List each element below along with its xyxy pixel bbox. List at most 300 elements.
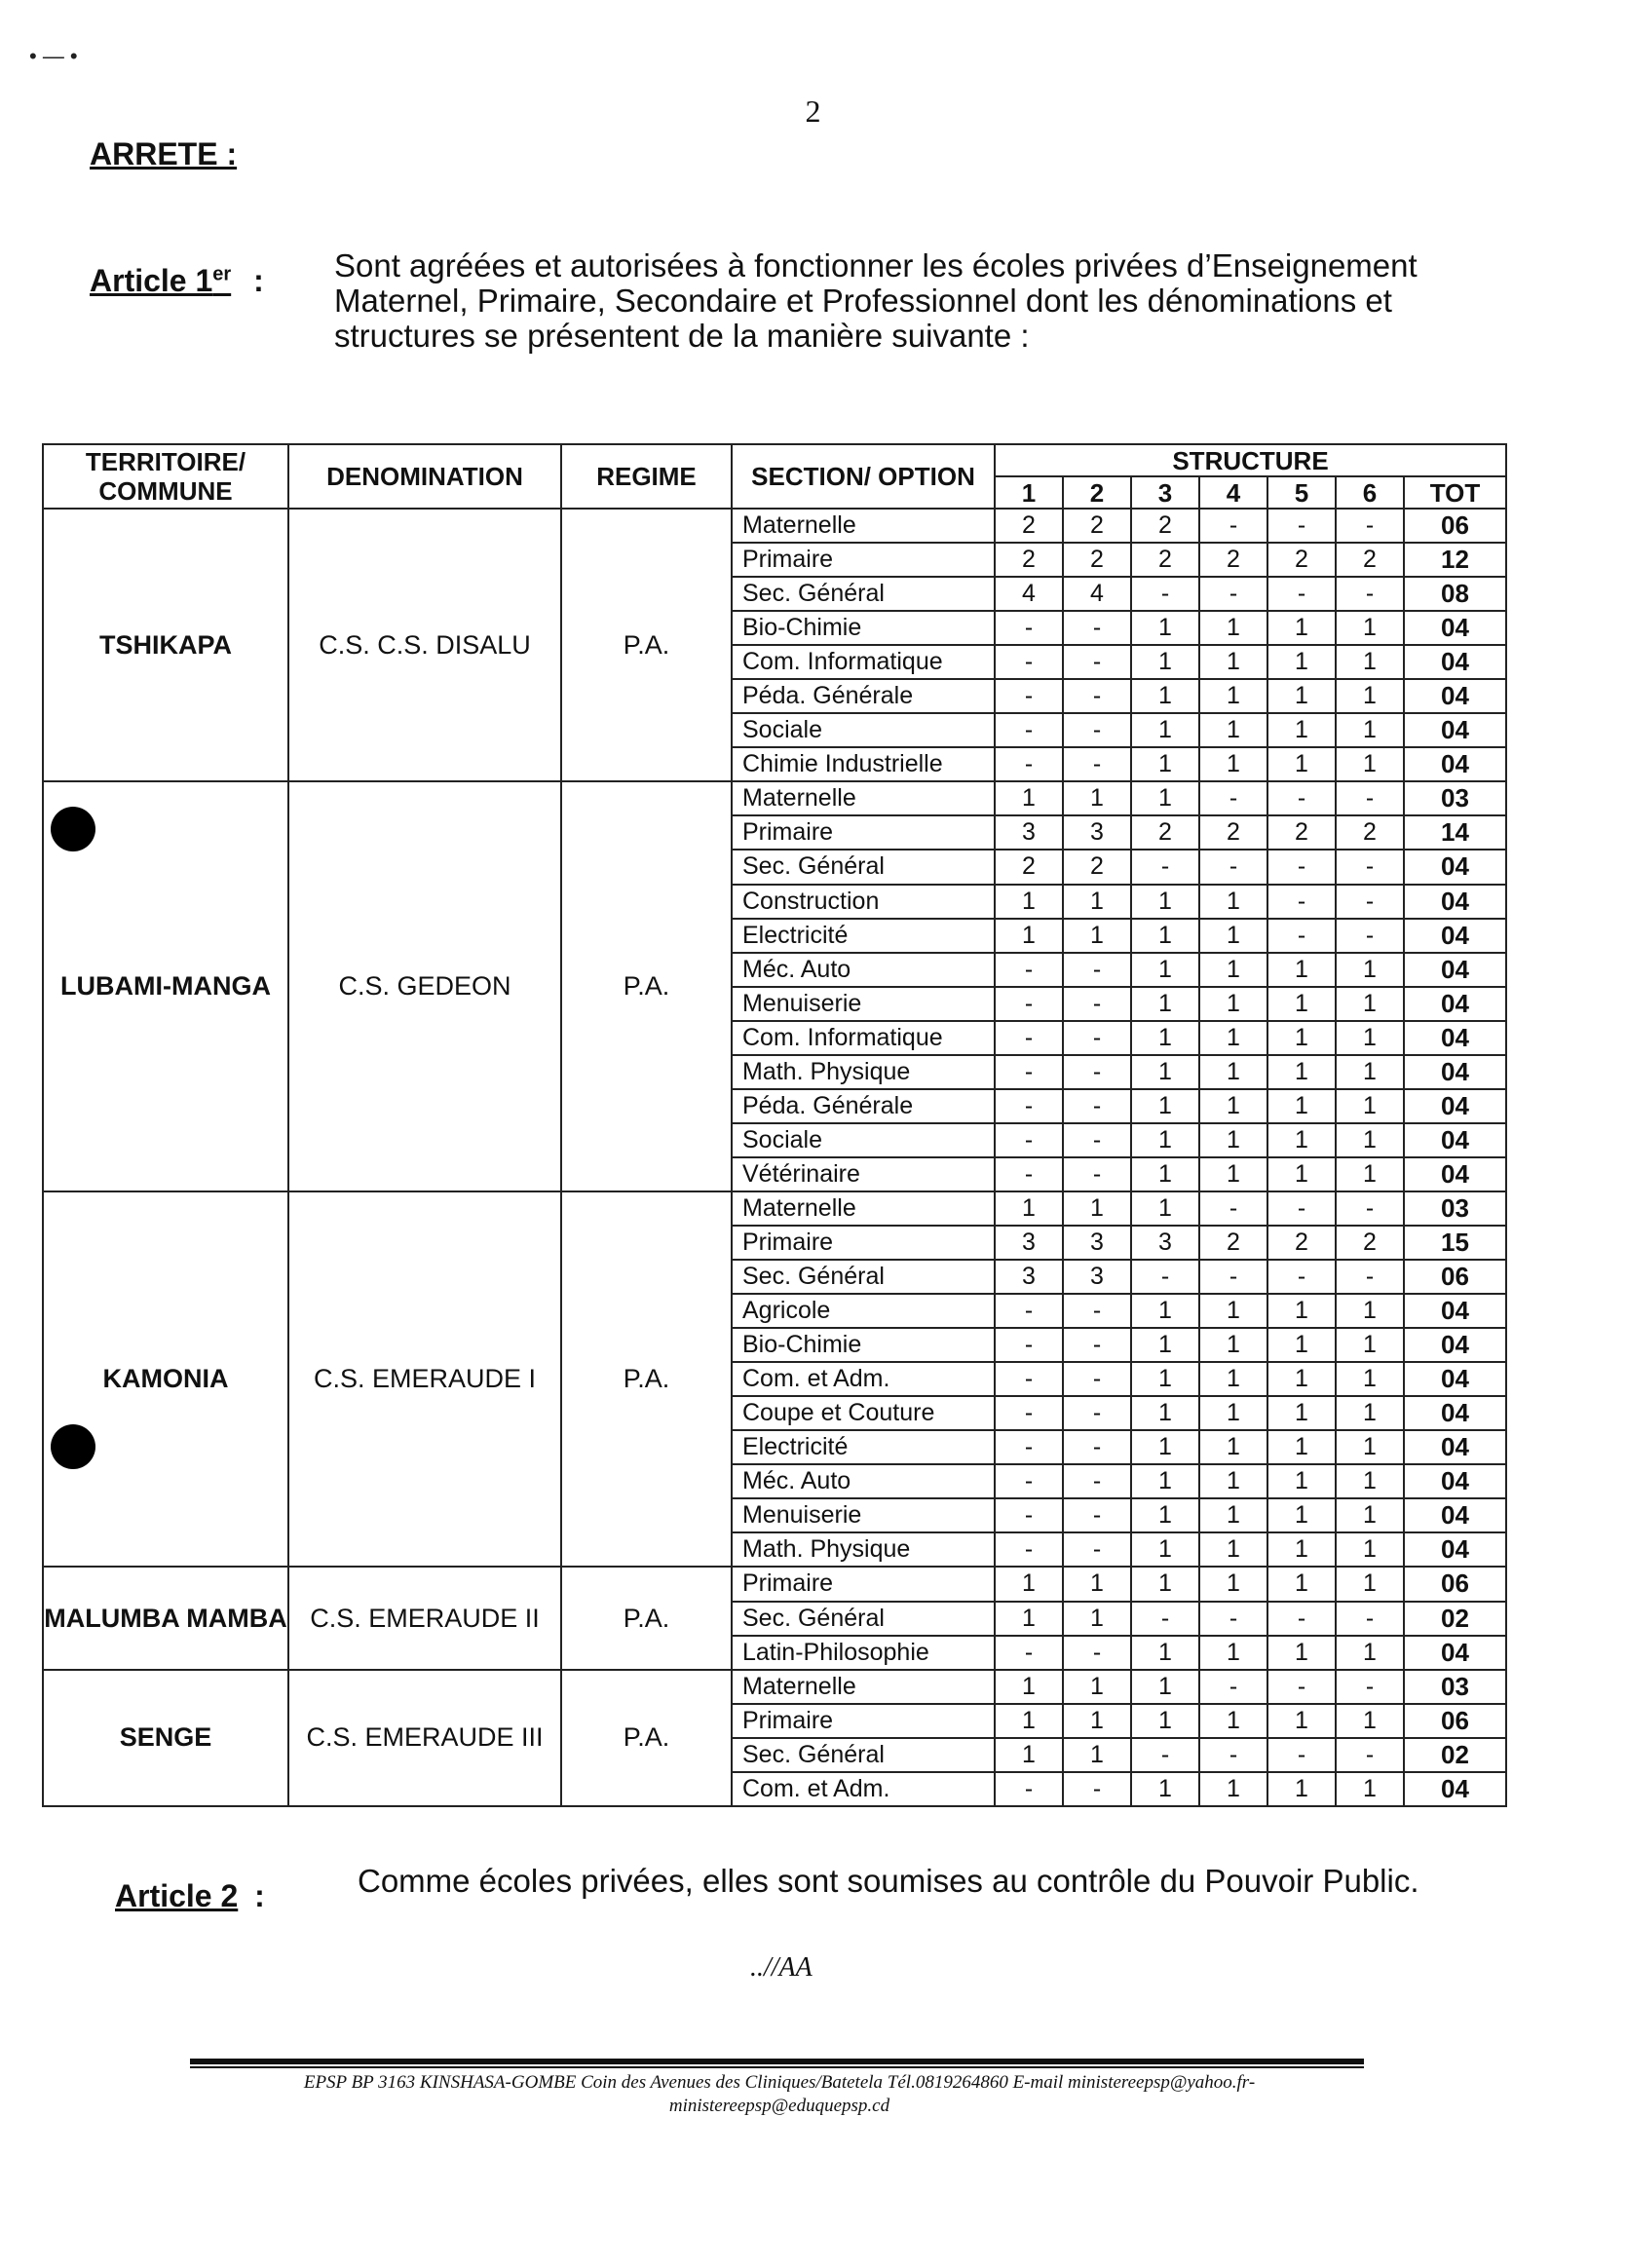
total-cell: 12 — [1404, 543, 1506, 577]
structure-cell-6: - — [1336, 1738, 1404, 1772]
section-option-cell: Péda. Générale — [732, 679, 995, 713]
structure-cell-4: - — [1199, 1738, 1267, 1772]
structure-cell-2: - — [1063, 1328, 1131, 1362]
structure-cell-1: - — [995, 1021, 1063, 1055]
structure-cell-1: 1 — [995, 1704, 1063, 1738]
section-option-cell: Bio-Chimie — [732, 1328, 995, 1362]
structure-cell-1: - — [995, 1396, 1063, 1430]
structure-cell-4: 1 — [1199, 953, 1267, 987]
structure-cell-6: - — [1336, 1191, 1404, 1226]
denomination-cell: C.S. C.S. DISALU — [288, 509, 561, 781]
structure-cell-1: 1 — [995, 1602, 1063, 1636]
structure-cell-3: 1 — [1131, 1396, 1199, 1430]
section-option-cell: Chimie Industrielle — [732, 747, 995, 781]
structure-cell-2: 1 — [1063, 1602, 1131, 1636]
total-cell: 04 — [1404, 1430, 1506, 1464]
structure-cell-1: - — [995, 747, 1063, 781]
scan-artifact-mark: • — • — [29, 44, 78, 68]
structure-cell-2: - — [1063, 1123, 1131, 1157]
section-option-cell: Math. Physique — [732, 1055, 995, 1089]
structure-cell-4: - — [1199, 577, 1267, 611]
structure-cell-3: 1 — [1131, 1123, 1199, 1157]
structure-cell-6: - — [1336, 1602, 1404, 1636]
structure-cell-4: 1 — [1199, 1362, 1267, 1396]
structure-cell-2: 3 — [1063, 1226, 1131, 1260]
structure-cell-5: 1 — [1267, 611, 1336, 645]
structure-cell-1: - — [995, 1636, 1063, 1670]
structure-cell-5: 1 — [1267, 1294, 1336, 1328]
structure-cell-6: 1 — [1336, 1498, 1404, 1532]
structure-cell-3: 1 — [1131, 781, 1199, 815]
structure-cell-1: 1 — [995, 1670, 1063, 1704]
section-option-cell: Méc. Auto — [732, 953, 995, 987]
regime-cell: P.A. — [561, 781, 732, 1191]
structure-cell-4: - — [1199, 1602, 1267, 1636]
structure-cell-5: - — [1267, 781, 1336, 815]
total-cell: 03 — [1404, 781, 1506, 815]
total-cell: 04 — [1404, 919, 1506, 953]
structure-cell-1: - — [995, 953, 1063, 987]
structure-cell-4: 1 — [1199, 713, 1267, 747]
total-cell: 14 — [1404, 815, 1506, 850]
structure-cell-1: 1 — [995, 781, 1063, 815]
section-option-cell: Latin-Philosophie — [732, 1636, 995, 1670]
regime-cell: P.A. — [561, 1670, 732, 1806]
structure-cell-1: 1 — [995, 1191, 1063, 1226]
structure-cell-6: 1 — [1336, 1089, 1404, 1123]
structure-cell-4: 1 — [1199, 987, 1267, 1021]
section-option-cell: Com. et Adm. — [732, 1772, 995, 1806]
structure-cell-2: - — [1063, 1464, 1131, 1498]
table-row — [43, 1567, 1506, 1601]
structure-cell-5: 1 — [1267, 1362, 1336, 1396]
structure-cell-2: - — [1063, 1636, 1131, 1670]
structure-cell-5: - — [1267, 850, 1336, 884]
page-number: 2 — [805, 94, 821, 129]
footer-email: ministereepsp@eduquepsp.cd — [668, 2096, 890, 2116]
structure-cell-3: 1 — [1131, 987, 1199, 1021]
structure-cell-5: 1 — [1267, 645, 1336, 679]
total-cell: 15 — [1404, 1226, 1506, 1260]
footer-address: EPSP BP 3163 KINSHASA-GOMBE Coin des Avenues des Cliniques/Batetela Tél.0819264860 E-mail ministereepsp@yahoo.fr- — [303, 2072, 1256, 2093]
structure-cell-6: - — [1336, 781, 1404, 815]
structure-cell-6: 1 — [1336, 611, 1404, 645]
section-option-cell: Sec. Général — [732, 577, 995, 611]
structure-cell-5: - — [1267, 1260, 1336, 1294]
structure-cell-6: - — [1336, 885, 1404, 919]
structure-cell-1: - — [995, 645, 1063, 679]
total-cell: 04 — [1404, 611, 1506, 645]
structure-cell-6: 1 — [1336, 987, 1404, 1021]
structure-cell-1: 3 — [995, 1226, 1063, 1260]
structure-cell-6: 1 — [1336, 1294, 1404, 1328]
total-cell: 04 — [1404, 953, 1506, 987]
structure-cell-4: 1 — [1199, 1772, 1267, 1806]
structure-cell-4: 1 — [1199, 1157, 1267, 1191]
structure-cell-2: 2 — [1063, 509, 1131, 543]
structure-cell-1: 2 — [995, 509, 1063, 543]
structure-cell-3: 1 — [1131, 1532, 1199, 1567]
article-1-colon: : — [253, 263, 264, 298]
structure-cell-5: - — [1267, 1191, 1336, 1226]
structure-cell-5: - — [1267, 1670, 1336, 1704]
structure-cell-2: 2 — [1063, 543, 1131, 577]
structure-cell-1: 3 — [995, 815, 1063, 850]
structure-cell-6: - — [1336, 1260, 1404, 1294]
structure-cell-2: - — [1063, 1532, 1131, 1567]
structure-cell-1: - — [995, 1328, 1063, 1362]
structure-cell-5: 1 — [1267, 1396, 1336, 1430]
structure-cell-5: 1 — [1267, 1089, 1336, 1123]
structure-cell-4: 2 — [1199, 1226, 1267, 1260]
total-cell: 04 — [1404, 1123, 1506, 1157]
regime-cell: P.A. — [561, 509, 732, 781]
structure-cell-5: 1 — [1267, 1021, 1336, 1055]
structure-cell-4: 1 — [1199, 1430, 1267, 1464]
arrete-heading: ARRETE : — [90, 136, 238, 171]
section-option-cell: Maternelle — [732, 781, 995, 815]
structure-cell-5: 1 — [1267, 1123, 1336, 1157]
section-option-cell: Coupe et Couture — [732, 1396, 995, 1430]
structure-cell-2: 1 — [1063, 1738, 1131, 1772]
structure-cell-1: - — [995, 1089, 1063, 1123]
table-row — [43, 509, 1506, 543]
structure-cell-1: - — [995, 611, 1063, 645]
total-cell: 06 — [1404, 1704, 1506, 1738]
total-cell: 04 — [1404, 1089, 1506, 1123]
header-col-3: 3 — [1131, 476, 1199, 509]
structure-cell-2: 3 — [1063, 1260, 1131, 1294]
section-option-cell: Agricole — [732, 1294, 995, 1328]
structure-cell-3: 1 — [1131, 1362, 1199, 1396]
structure-cell-1: 1 — [995, 885, 1063, 919]
section-option-cell: Maternelle — [732, 1191, 995, 1226]
structure-cell-4: 1 — [1199, 1704, 1267, 1738]
structure-cell-5: - — [1267, 919, 1336, 953]
total-cell: 04 — [1404, 1498, 1506, 1532]
total-cell: 03 — [1404, 1670, 1506, 1704]
structure-cell-3: - — [1131, 1260, 1199, 1294]
total-cell: 04 — [1404, 713, 1506, 747]
denomination-cell: C.S. GEDEON — [288, 781, 561, 1191]
structure-cell-2: 1 — [1063, 1567, 1131, 1601]
territoire-cell: TSHIKAPA — [43, 509, 288, 781]
section-option-cell: Sec. Général — [732, 850, 995, 884]
structure-cell-6: - — [1336, 1670, 1404, 1704]
section-option-cell: Primaire — [732, 1567, 995, 1601]
structure-cell-5: 1 — [1267, 987, 1336, 1021]
total-cell: 03 — [1404, 1191, 1506, 1226]
structure-cell-4: 1 — [1199, 1532, 1267, 1567]
structure-cell-3: - — [1131, 1738, 1199, 1772]
section-option-cell: Electricité — [732, 919, 995, 953]
structure-cell-2: - — [1063, 1294, 1131, 1328]
structure-cell-3: 1 — [1131, 1055, 1199, 1089]
structure-cell-4: 1 — [1199, 1123, 1267, 1157]
structure-cell-4: 2 — [1199, 543, 1267, 577]
section-option-cell: Vétérinaire — [732, 1157, 995, 1191]
structure-cell-5: 1 — [1267, 1772, 1336, 1806]
structure-cell-4: 2 — [1199, 815, 1267, 850]
structure-cell-3: 3 — [1131, 1226, 1199, 1260]
structure-cell-2: - — [1063, 1772, 1131, 1806]
structure-cell-1: - — [995, 987, 1063, 1021]
structure-cell-6: 1 — [1336, 713, 1404, 747]
structure-cell-2: 1 — [1063, 919, 1131, 953]
section-option-cell: Construction — [732, 885, 995, 919]
structure-cell-2: - — [1063, 713, 1131, 747]
structure-cell-5: - — [1267, 1602, 1336, 1636]
structure-cell-3: 2 — [1131, 509, 1199, 543]
article-2-text: Comme écoles privées, elles sont soumises au contrôle du Pouvoir Public. — [358, 1863, 1419, 1899]
structure-cell-4: 1 — [1199, 1396, 1267, 1430]
structure-cell-1: - — [995, 1772, 1063, 1806]
structure-cell-4: - — [1199, 1191, 1267, 1226]
section-option-cell: Sociale — [732, 713, 995, 747]
section-option-cell: Primaire — [732, 543, 995, 577]
header-col-5: 5 — [1267, 476, 1336, 509]
article-1-text: Sont agréées et autorisées à fonctionner les écoles privées d’Enseignement Maternel, Primaire, Secondaire et Professionnel dont les dénominations et structures se présentent de la manière suivante : — [334, 247, 1418, 354]
structure-cell-4: 1 — [1199, 1055, 1267, 1089]
structure-cell-1: - — [995, 713, 1063, 747]
structure-cell-1: - — [995, 1055, 1063, 1089]
structure-cell-5: 1 — [1267, 713, 1336, 747]
structure-cell-2: - — [1063, 645, 1131, 679]
structure-cell-2: 3 — [1063, 815, 1131, 850]
section-option-cell: Primaire — [732, 1704, 995, 1738]
section-option-cell: Menuiserie — [732, 987, 995, 1021]
structure-cell-1: 2 — [995, 543, 1063, 577]
structure-cell-3: 1 — [1131, 1430, 1199, 1464]
structure-cell-4: 1 — [1199, 1567, 1267, 1601]
continuation-initials: ..//AA — [750, 1952, 813, 1983]
total-cell: 04 — [1404, 1055, 1506, 1089]
structure-cell-3: 2 — [1131, 815, 1199, 850]
structure-cell-1: - — [995, 1123, 1063, 1157]
structure-cell-3: 1 — [1131, 1704, 1199, 1738]
article-2-label — [115, 1878, 265, 1914]
article-2-colon: : — [254, 1878, 265, 1913]
structure-cell-3: 1 — [1131, 1636, 1199, 1670]
structure-cell-6: 1 — [1336, 679, 1404, 713]
total-cell: 02 — [1404, 1738, 1506, 1772]
structure-cell-4: 1 — [1199, 919, 1267, 953]
structure-cell-3: 1 — [1131, 713, 1199, 747]
structure-cell-3: 1 — [1131, 1294, 1199, 1328]
structure-cell-4: 1 — [1199, 1464, 1267, 1498]
structure-cell-3: 2 — [1131, 543, 1199, 577]
structure-cell-2: - — [1063, 747, 1131, 781]
structure-cell-6: 1 — [1336, 1123, 1404, 1157]
structure-cell-1: - — [995, 1498, 1063, 1532]
article-1-label — [90, 263, 264, 299]
structure-cell-6: 1 — [1336, 645, 1404, 679]
structure-cell-5: 1 — [1267, 1430, 1336, 1464]
structure-cell-2: - — [1063, 1089, 1131, 1123]
structure-cell-5: - — [1267, 1738, 1336, 1772]
structure-cell-4: - — [1199, 1670, 1267, 1704]
structure-cell-5: - — [1267, 885, 1336, 919]
total-cell: 08 — [1404, 577, 1506, 611]
total-cell: 04 — [1404, 1157, 1506, 1191]
structure-cell-6: 1 — [1336, 1772, 1404, 1806]
total-cell: 04 — [1404, 1636, 1506, 1670]
structure-cell-2: - — [1063, 1157, 1131, 1191]
structure-cell-6: 1 — [1336, 747, 1404, 781]
structure-cell-6: 1 — [1336, 1157, 1404, 1191]
structure-cell-1: - — [995, 1294, 1063, 1328]
structure-cell-6: 1 — [1336, 1362, 1404, 1396]
section-option-cell: Maternelle — [732, 1670, 995, 1704]
total-cell: 06 — [1404, 1260, 1506, 1294]
total-cell: 06 — [1404, 1567, 1506, 1601]
structure-cell-5: 1 — [1267, 1636, 1336, 1670]
structure-cell-2: 1 — [1063, 1670, 1131, 1704]
section-option-cell: Sociale — [732, 1123, 995, 1157]
structure-cell-4: - — [1199, 850, 1267, 884]
structure-cell-1: 1 — [995, 919, 1063, 953]
total-cell: 04 — [1404, 987, 1506, 1021]
structure-cell-3: 1 — [1131, 1021, 1199, 1055]
structure-cell-5: 1 — [1267, 1328, 1336, 1362]
structure-cell-4: - — [1199, 781, 1267, 815]
total-cell: 04 — [1404, 747, 1506, 781]
structure-cell-6: 1 — [1336, 1021, 1404, 1055]
structure-cell-3: 1 — [1131, 747, 1199, 781]
structure-cell-2: 1 — [1063, 1704, 1131, 1738]
section-option-cell: Com. Informatique — [732, 645, 995, 679]
structure-cell-5: 2 — [1267, 543, 1336, 577]
structure-cell-5: 1 — [1267, 1704, 1336, 1738]
article-1-label-text: Article 1 — [90, 263, 213, 298]
article-1-label-sup: er — [212, 263, 232, 285]
structure-cell-5: 2 — [1267, 1226, 1336, 1260]
total-cell: 04 — [1404, 1021, 1506, 1055]
structure-cell-4: - — [1199, 509, 1267, 543]
structure-cell-5: 1 — [1267, 747, 1336, 781]
structure-cell-1: 1 — [995, 1567, 1063, 1601]
structure-cell-6: - — [1336, 509, 1404, 543]
regime-cell: P.A. — [561, 1567, 732, 1669]
structure-cell-1: - — [995, 1362, 1063, 1396]
structure-cell-6: 1 — [1336, 1636, 1404, 1670]
structure-cell-1: - — [995, 1532, 1063, 1567]
structure-cell-3: 1 — [1131, 679, 1199, 713]
structure-cell-2: - — [1063, 1021, 1131, 1055]
structure-cell-4: 1 — [1199, 611, 1267, 645]
structure-cell-5: 1 — [1267, 1567, 1336, 1601]
structure-cell-6: 2 — [1336, 1226, 1404, 1260]
structure-cell-3: 1 — [1131, 1328, 1199, 1362]
structure-cell-3: 1 — [1131, 645, 1199, 679]
structure-cell-3: - — [1131, 577, 1199, 611]
structure-cell-2: 1 — [1063, 1191, 1131, 1226]
section-option-cell: Electricité — [732, 1430, 995, 1464]
header-denomination: DENOMINATION — [288, 444, 561, 509]
structure-cell-2: - — [1063, 1430, 1131, 1464]
total-cell: 04 — [1404, 1328, 1506, 1362]
structure-cell-3: 1 — [1131, 1191, 1199, 1226]
structure-cell-4: 1 — [1199, 1328, 1267, 1362]
schools-structure-table — [42, 443, 1507, 1807]
denomination-cell: C.S. EMERAUDE II — [288, 1567, 561, 1669]
section-option-cell: Math. Physique — [732, 1532, 995, 1567]
structure-cell-5: 2 — [1267, 815, 1336, 850]
section-option-cell: Bio-Chimie — [732, 611, 995, 645]
total-cell: 04 — [1404, 1294, 1506, 1328]
structure-cell-6: 1 — [1336, 1464, 1404, 1498]
header-col-1: 1 — [995, 476, 1063, 509]
structure-cell-2: - — [1063, 611, 1131, 645]
structure-cell-2: 1 — [1063, 885, 1131, 919]
section-option-cell: Primaire — [732, 815, 995, 850]
total-cell: 04 — [1404, 1464, 1506, 1498]
total-cell: 06 — [1404, 509, 1506, 543]
total-cell: 04 — [1404, 885, 1506, 919]
structure-cell-4: 1 — [1199, 1498, 1267, 1532]
structure-cell-6: 1 — [1336, 1567, 1404, 1601]
structure-cell-2: 2 — [1063, 850, 1131, 884]
structure-cell-5: 1 — [1267, 1464, 1336, 1498]
structure-cell-2: - — [1063, 953, 1131, 987]
structure-cell-6: 2 — [1336, 543, 1404, 577]
header-territoire: TERRITOIRE/ COMMUNE — [43, 444, 288, 509]
structure-cell-6: 1 — [1336, 1396, 1404, 1430]
header-col-6: 6 — [1336, 476, 1404, 509]
total-cell: 04 — [1404, 645, 1506, 679]
structure-cell-6: 1 — [1336, 1328, 1404, 1362]
structure-cell-5: 1 — [1267, 1055, 1336, 1089]
structure-cell-3: 1 — [1131, 885, 1199, 919]
structure-cell-2: 4 — [1063, 577, 1131, 611]
structure-cell-6: 1 — [1336, 953, 1404, 987]
total-cell: 04 — [1404, 850, 1506, 884]
structure-cell-6: 1 — [1336, 1430, 1404, 1464]
punch-hole-mark — [51, 807, 95, 851]
structure-cell-1: - — [995, 1464, 1063, 1498]
structure-cell-3: 1 — [1131, 1157, 1199, 1191]
structure-cell-2: - — [1063, 1396, 1131, 1430]
structure-cell-3: 1 — [1131, 1089, 1199, 1123]
structure-cell-6: 1 — [1336, 1055, 1404, 1089]
section-option-cell: Méc. Auto — [732, 1464, 995, 1498]
structure-cell-6: 2 — [1336, 815, 1404, 850]
structure-cell-5: - — [1267, 509, 1336, 543]
structure-cell-3: 1 — [1131, 611, 1199, 645]
table-body — [43, 509, 1506, 1806]
structure-cell-1: - — [995, 679, 1063, 713]
structure-cell-4: 1 — [1199, 1021, 1267, 1055]
structure-cell-4: 1 — [1199, 1294, 1267, 1328]
table-row — [43, 1670, 1506, 1704]
header-section-option: SECTION/ OPTION — [732, 444, 995, 509]
denomination-cell: C.S. EMERAUDE I — [288, 1191, 561, 1568]
punch-hole-mark — [51, 1424, 95, 1469]
structure-cell-4: 1 — [1199, 1636, 1267, 1670]
section-option-cell: Menuiserie — [732, 1498, 995, 1532]
structure-cell-4: 1 — [1199, 747, 1267, 781]
total-cell: 02 — [1404, 1602, 1506, 1636]
structure-cell-2: - — [1063, 1498, 1131, 1532]
structure-cell-3: - — [1131, 850, 1199, 884]
structure-cell-6: - — [1336, 577, 1404, 611]
structure-cell-2: - — [1063, 987, 1131, 1021]
structure-cell-3: 1 — [1131, 1498, 1199, 1532]
structure-cell-5: 1 — [1267, 1498, 1336, 1532]
footer-rule — [190, 2059, 1364, 2064]
structure-cell-4: 1 — [1199, 885, 1267, 919]
total-cell: 04 — [1404, 679, 1506, 713]
